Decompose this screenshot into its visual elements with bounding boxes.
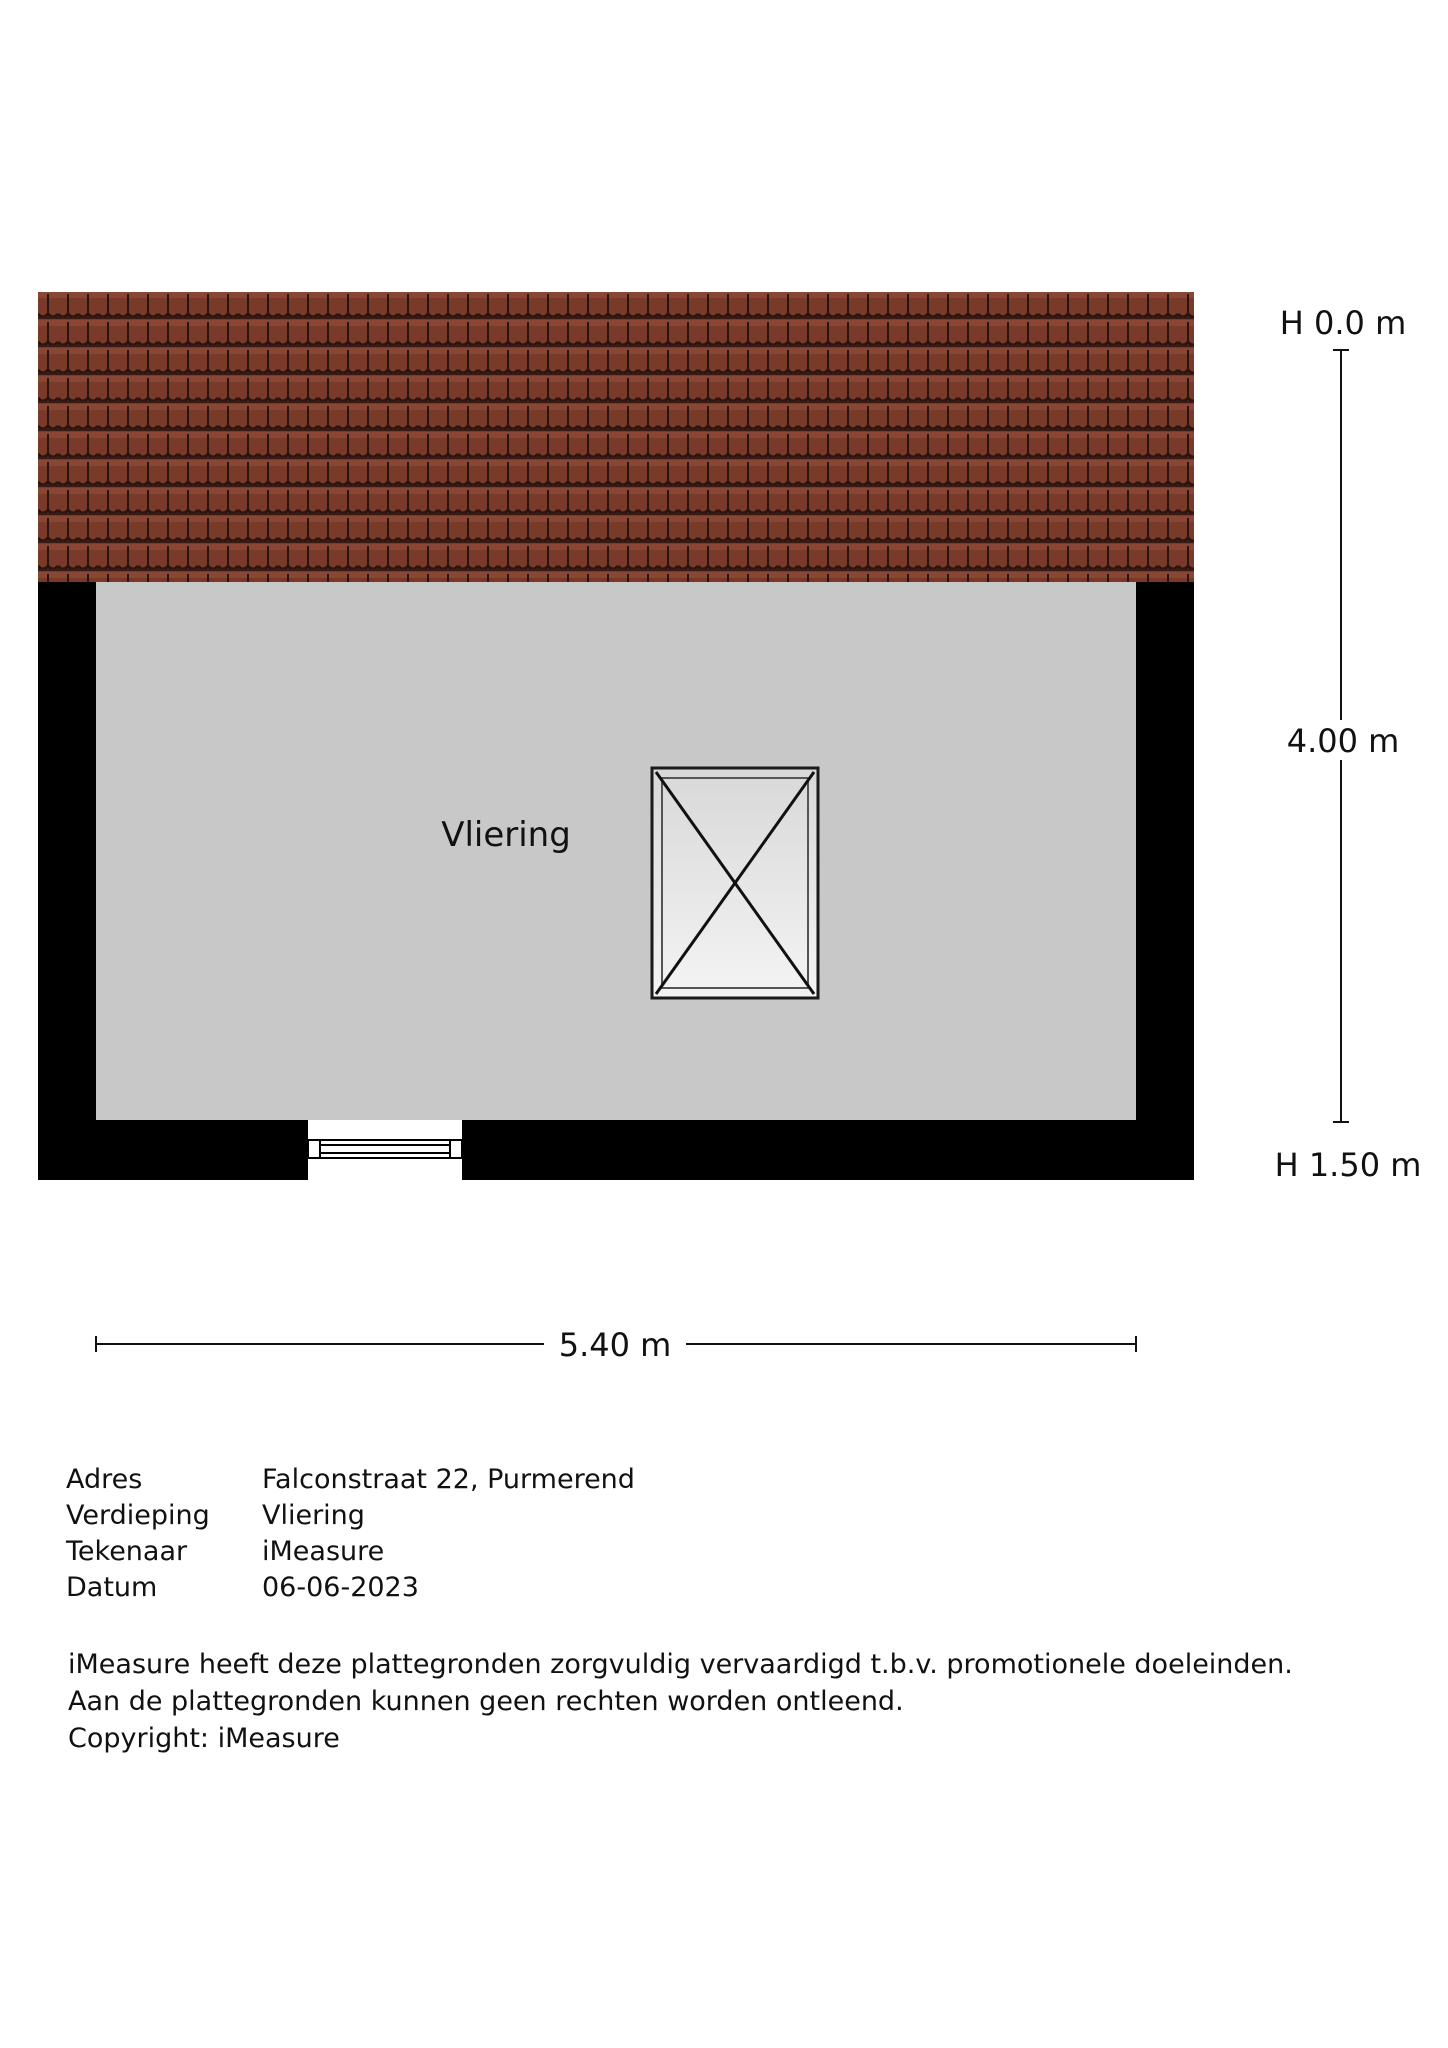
info-value: 06-06-2023 (262, 1572, 419, 1603)
disclaimer-line: iMeasure heeft deze plattegronden zorgvuldig vervaardigd t.b.v. promotionele doeleinden. (68, 1649, 1293, 1680)
info-block (66, 1462, 635, 1606)
copyright-line: Copyright: iMeasure (68, 1723, 340, 1754)
info-row-tekenaar (66, 1534, 635, 1570)
disclaimer (68, 1646, 1293, 1757)
wall-bottom-left (38, 1120, 308, 1180)
info-key: Adres (66, 1464, 143, 1495)
info-key: Verdieping (66, 1500, 210, 1531)
info-row-verdieping (66, 1498, 635, 1534)
roof (38, 292, 1194, 582)
wall-left (38, 582, 96, 1180)
info-row-datum (66, 1570, 635, 1606)
disclaimer-line: Aan de plattegronden kunnen geen rechten worden ontleend. (68, 1686, 904, 1717)
wall-bottom-right (462, 1120, 1194, 1180)
info-row-adres (66, 1462, 635, 1498)
info-value: Falconstraat 22, Purmerend (262, 1464, 635, 1495)
room-label: Vliering (441, 815, 571, 855)
depth-label: 4.00 m (1286, 722, 1400, 760)
info-key: Datum (66, 1572, 158, 1603)
height-top-label: H 0.0 m (1279, 304, 1407, 342)
info-key: Tekenaar (66, 1536, 188, 1567)
hatch-icon (652, 768, 818, 998)
height-bottom-label: H 1.50 m (1274, 1146, 1422, 1184)
wall-right (1136, 582, 1194, 1180)
room-floor (96, 582, 1136, 1120)
width-label: 5.40 m (558, 1326, 672, 1364)
window (308, 1120, 462, 1180)
info-value: Vliering (262, 1500, 365, 1531)
info-value: iMeasure (262, 1536, 385, 1567)
